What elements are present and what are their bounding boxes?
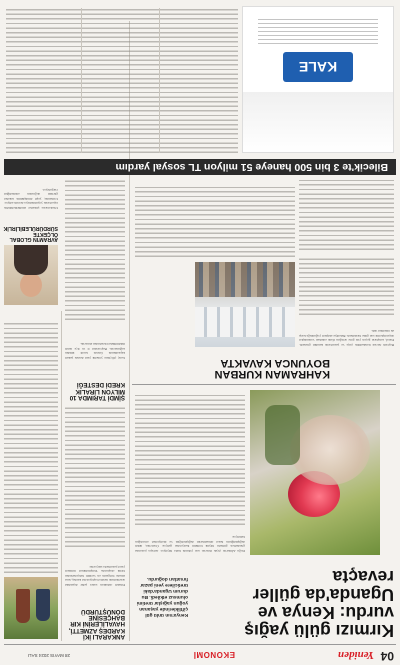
lead-body: Doğu Afrika'da çiçek ihracatı son yıllarda hızla büyüyor. Avrupa pazarına gönderilen güllerin büyük bölümü Kenya'dan geliyor. Üreticiler, iklim değişikliğinin hasat dönemlerini değiştirdiğini ve maliyetleri artırdığını belirtiyor.: [135, 535, 245, 553]
lead-body-fill: [135, 395, 245, 525]
feature-body: Bayram öncesi hareketlilik çarşı ve pazarlarda kendini gösterdi. Esnaf, satışların geçen yıla göre arttığını ifade ederken vatandaşlar alışverişlerini son güne bırakmadı. Belediye ekipleri yoğunluğa karşı ek önlemler aldı.: [299, 329, 394, 347]
feature-headline: KAHRAMAN KURBAN BOYUNCA KAVAKTA: [214, 356, 330, 380]
news-banner: [4, 159, 396, 175]
column2-body: Genç çiftçilere yönelik yeni destek paketi kapsamında faizsiz kredi imkânı sağlanacak. Başvurular il ve ilçe tarım müdürlükleri üzerinden alınacak.: [65, 342, 125, 360]
issue-date: 28 MAYIS 2024 SALI: [27, 653, 70, 658]
page-number: 04: [380, 649, 394, 663]
farmers-photo: [4, 577, 58, 639]
column2-headline: ŞİMDİ TARIMDA 10 MİLYON LİRALIK KREDİ DESTEĞİ: [69, 381, 125, 401]
advertisement: [242, 6, 394, 153]
column3-headline: AVRAM'IN GLOBAL ÖLÇEKTE SÜRDÜRÜLEBİLİRLİK: [3, 225, 58, 242]
masthead: [0, 645, 400, 665]
bazaar-photo: [195, 262, 295, 347]
banner-headline: Bilecik'te 3 bin 500 haneye 51 milyon TL sosyal yardım: [115, 161, 388, 173]
masthead-divider: [4, 644, 396, 645]
column1-headline: ANKARALI İKİ KARDEŞ AZMETTİ, HAVALİLERİNİ KIR BAHÇESİNE DÖNÜŞTÜRDÜ: [68, 607, 125, 640]
lead-kicker: Kenya'nın ünlü gül çiftliklerinde yaşanan yoğun yağışlar üretimi olumsuz etkiledi. Bu durum Uganda'daki üreticilere yeni pazar fırsatları doğurdu.: [136, 576, 188, 617]
brand-logo: Yeniden: [337, 649, 374, 661]
portrait-photo: [4, 245, 58, 305]
rose-photo: [250, 390, 380, 555]
lead-headline: Kırmızı gülü yağış vurdu: Kenya ve Uganda'da güller revaçta: [244, 567, 394, 641]
column3-body: Uluslararası şirketler sürdürülebilirlik raporlarını yayımlamaya devam ediyor. Uzmanlar, yeşil dönüşümün rekabet gücünü doğrudan etkilediğini vurguluyor.: [4, 187, 58, 210]
column1-body: Emekli olduktan sonra şehir dışındaki arazilerinde tarıma başlayan iki kardeş, kısa sürede bölgenin en verimli bahçelerinden birini oluşturdu. Yetiştirdikleri ürünleri yerel pazarlarda satıyorlar.: [65, 564, 125, 587]
ad-logo: KALE: [283, 52, 353, 82]
section-title: EKONOMİ: [193, 650, 235, 659]
